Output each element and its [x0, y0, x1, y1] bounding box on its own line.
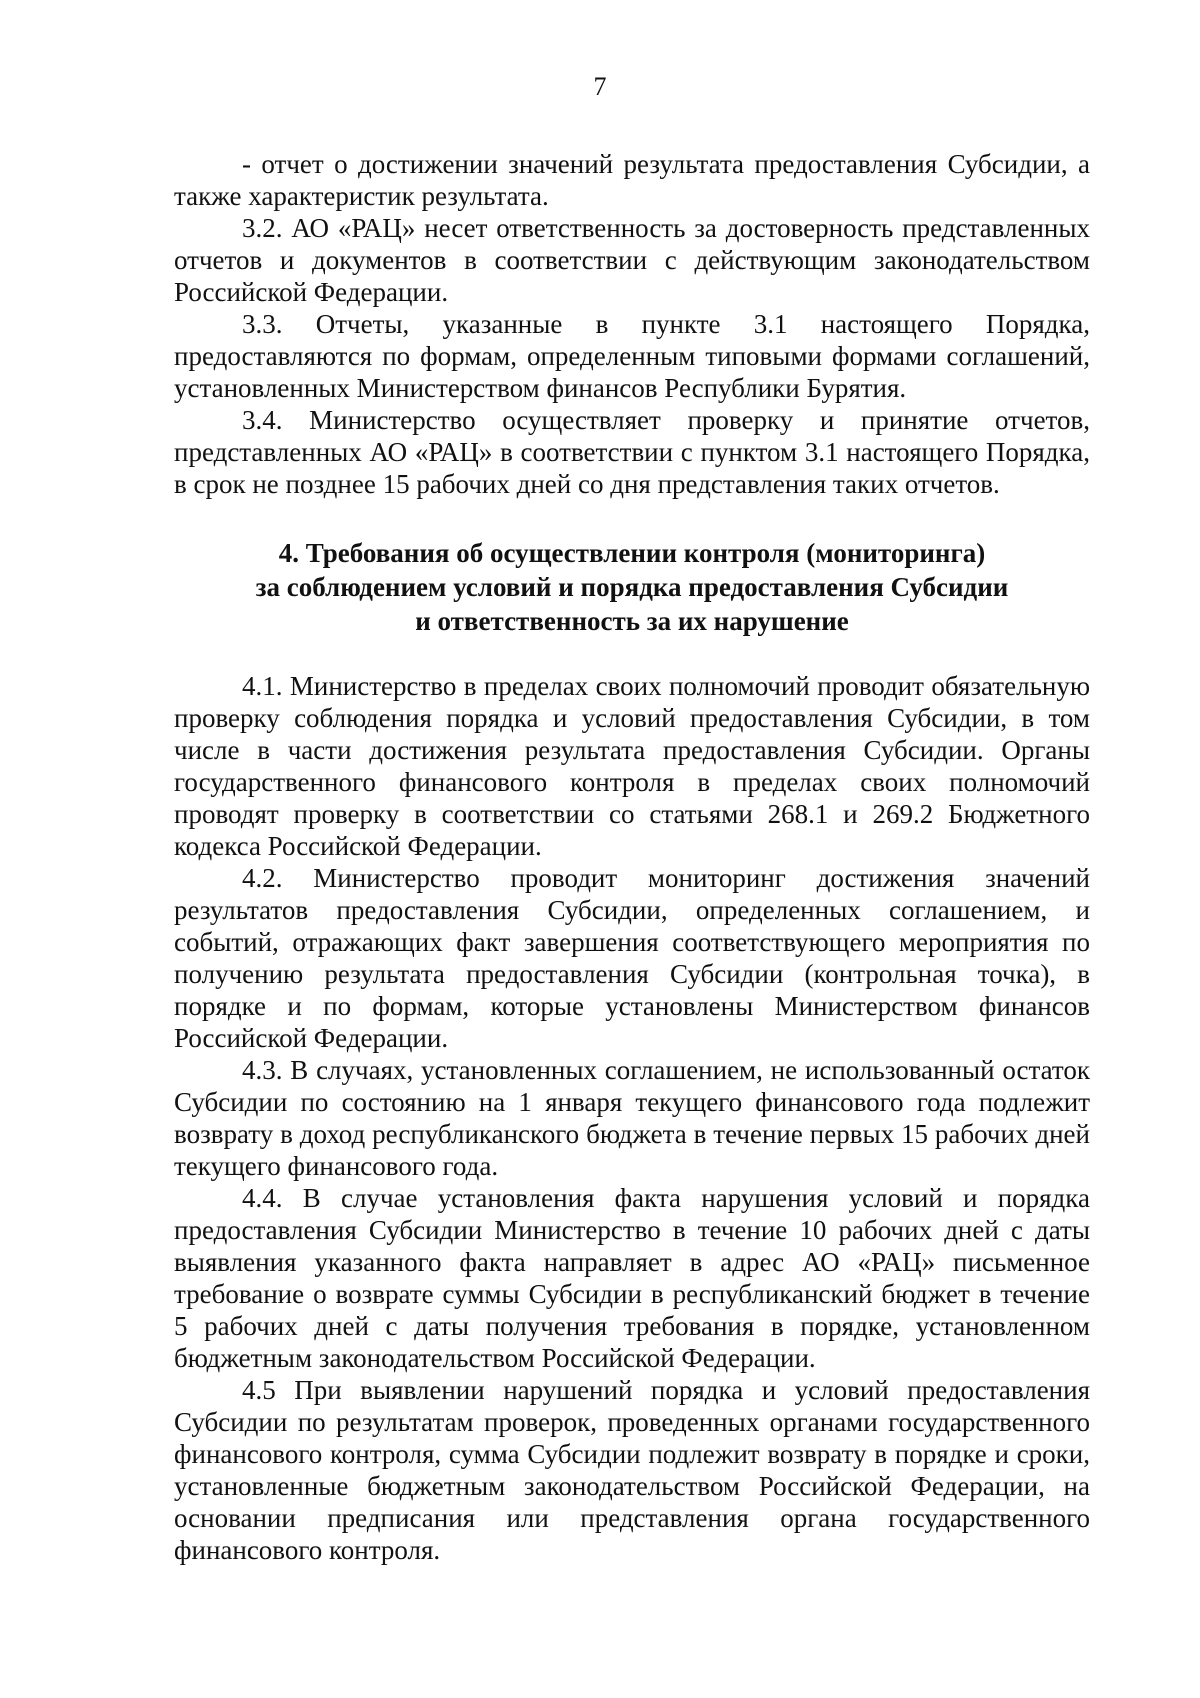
page-number: 7 — [593, 72, 607, 101]
heading-line-3: и ответственность за их нарушение — [415, 606, 849, 636]
paragraph-4-2: 4.2. Министерство проводит мониторинг достижения значений результатов предоставления Субсидии, определенных соглашением, и событий, отражающих факт завершения соответствующего мероприятия по получению результата предоставления Субсидии (контрольная точка), в порядке и по формам, которые установлены Министерством финансов Российской Федерации. — [174, 863, 1090, 1053]
paragraph-3-1-report: - отчет о достижении значений результата предоставления Субсидии, а также характеристик результата. — [174, 149, 1090, 211]
heading-line-2: за соблюдением условий и порядка предоставления Субсидии — [255, 572, 1009, 602]
section-4-heading — [174, 536, 1090, 638]
paragraph-4-4: 4.4. В случае установления факта нарушения условий и порядка предоставления Субсидии Министерство в течение 10 рабочих дней с даты выявления указанного факта направляет в адрес АО «РАЦ» письменное требование о возврате суммы Субсидии в республиканский бюджет в течение 5 рабочих дней с даты получения требования в порядке, установленном бюджетным законодательством Российской Федерации. — [174, 1183, 1090, 1373]
paragraph-3-2: 3.2. АО «РАЦ» несет ответственность за достоверность представленных отчетов и документов в соответствии с действующим законодательством Российской Федерации. — [174, 213, 1090, 307]
paragraph-3-4: 3.4. Министерство осуществляет проверку и принятие отчетов, представленных АО «РАЦ» в соответствии с пунктом 3.1 настоящего Порядка, в срок не позднее 15 рабочих дней со дня представления таких отчетов. — [174, 405, 1090, 499]
paragraph-4-5: 4.5 При выявлении нарушений порядка и условий предоставления Субсидии по результатам проверок, проведенных органами государственного финансового контроля, сумма Субсидии подлежит возврату в порядке и сроки, установленные бюджетным законодательством Российской Федерации, на основании предписания или представления органа государственного финансового контроля. — [174, 1375, 1090, 1565]
heading-line-1: 4. Требования об осуществлении контроля (мониторинга) — [278, 538, 986, 568]
section-4-text — [174, 670, 1090, 1566]
paragraph-4-3: 4.3. В случаях, установленных соглашением, не использованный остаток Субсидии по состоянию на 1 января текущего финансового года подлежит возврату в доход республиканского бюджета в течение первых 15 рабочих дней текущего финансового года. — [174, 1055, 1090, 1181]
paragraph-3-3: 3.3. Отчеты, указанные в пункте 3.1 настоящего Порядка, предоставляются по формам, определенным типовыми формами соглашений, установленных Министерством финансов Республики Бурятия. — [174, 309, 1090, 403]
section-3-text — [174, 148, 1090, 500]
paragraph-4-1: 4.1. Министерство в пределах своих полномочий проводит обязательную проверку соблюдения порядка и условий предоставления Субсидии, в том числе в части достижения результата предоставления Субсидии. Органы государственного финансового контроля в пределах своих полномочий проводят проверку в соответствии со статьями 268.1 и 269.2 Бюджетного кодекса Российской Федерации. — [174, 671, 1090, 861]
